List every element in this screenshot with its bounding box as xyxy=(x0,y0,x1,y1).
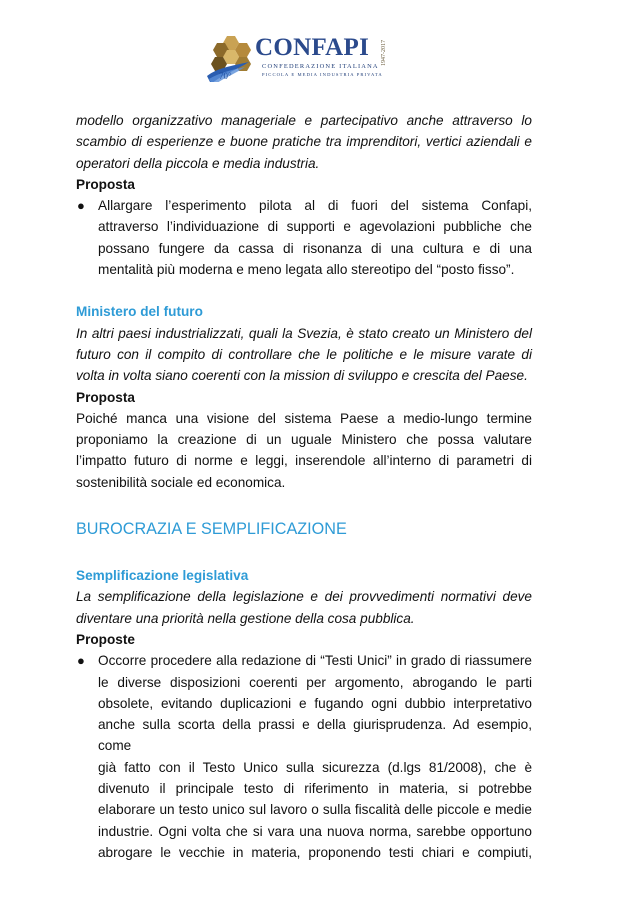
logo-years: 1947-2017 xyxy=(381,40,387,66)
logo-subtitle-secondary: PICCOLA E MEDIA INDUSTRIA PRIVATA xyxy=(262,72,383,77)
bullet-icon: ● xyxy=(77,653,85,669)
semplificazione-intro xyxy=(76,586,532,629)
ministero-heading: Ministero del futuro xyxy=(76,304,203,320)
text-line: modello organizzativo manageriale e partecipativo anche attraverso lo xyxy=(76,113,532,128)
text-line: In altri paesi industrializzati, quali la Svezia, è stato creato un Ministero del xyxy=(76,325,532,341)
ministero-intro xyxy=(76,323,532,387)
proposta-label: Proposta xyxy=(76,176,135,192)
confapi-logo xyxy=(205,30,405,88)
text-line: le diverse disposizioni coerenti per argomento, abrogando le parti xyxy=(98,674,532,690)
bullet-item xyxy=(76,650,532,863)
logo-anniversary: 70° xyxy=(219,71,232,81)
text-line: volta in volta siano coerenti con la mission di sviluppo e crescita del Paese. xyxy=(76,368,528,384)
text-line: Poiché manca una visione del sistema Paese a medio-lungo termine xyxy=(76,410,532,426)
text-line: obsolete, evitando duplicazioni e fugando ogni dubbio interpretativo xyxy=(98,695,532,711)
text-line: La semplificazione della legislazione e dei provvedimenti normativi deve xyxy=(76,589,532,605)
text-line: abrogare le vecchie in materia, proponendo testi chiari e compiuti, xyxy=(98,844,532,860)
text-line: mentalità più moderna e meno legata allo stereotipo del “posto fisso”. xyxy=(98,262,515,278)
logo-brand-name: CONFAPI xyxy=(255,34,370,61)
document-body xyxy=(76,110,532,863)
ministero-body xyxy=(76,408,532,493)
text-line: elaborare un testo unico sul lavoro o sulla fiscalità delle piccole e medie xyxy=(98,802,532,818)
intro-paragraph xyxy=(76,110,532,174)
logo-subtitle: CONFEDERAZIONE ITALIANA xyxy=(262,63,379,70)
semplificazione-heading: Semplificazione legislativa xyxy=(76,568,249,584)
proposte-label: Proposte xyxy=(76,631,135,647)
text-line: scambio di esperienze e buone pratiche tra imprenditori, vertici aziendali e xyxy=(76,134,532,150)
text-line: proponiamo la creazione di un uguale Ministero che possa valutare xyxy=(76,432,532,448)
text-line: attraverso l’individuazione di supporti e agevolazioni pubbliche che xyxy=(98,219,532,235)
bullet-item xyxy=(76,195,532,280)
text-line: Occorre procedere alla redazione di “Testi Unici” in grado di riassumere xyxy=(98,653,532,669)
text-line: futuro con il compito di controllare che le politiche e le misure varate di xyxy=(76,346,532,362)
text-line: l’impatto futuro di norme e leggi, inserendole all’interno di parametri di xyxy=(76,453,532,469)
text-line: industrie. Ogni volta che si vara una nuova norma, sarebbe opportuno xyxy=(98,823,532,839)
text-line: sostenibilità sociale ed economica. xyxy=(76,474,286,490)
text-line: possano fungere da cassa di risonanza di una cultura e di una xyxy=(98,240,532,256)
text-line: Allargare l’esperimento pilota al di fuori del sistema Confapi, xyxy=(98,198,532,214)
proposta-label: Proposta xyxy=(76,389,135,405)
section-title: BUROCRAZIA E SEMPLIFICAZIONE xyxy=(76,520,347,539)
text-line: già fatto con il Testo Unico sulla sicurezza (d.lgs 81/2008), che è xyxy=(98,759,532,775)
text-line: diventare una priorità nella gestione della cosa pubblica. xyxy=(76,610,415,626)
text-line: operatori della piccola e media industria. xyxy=(76,155,320,171)
text-line: divenuto il principale testo di riferimento in materia, si potrebbe xyxy=(98,781,532,797)
bullet-icon: ● xyxy=(77,198,85,214)
text-line: anche sulla scorta della prassi e della giurisprudenza. Ad esempio, come xyxy=(98,717,532,754)
